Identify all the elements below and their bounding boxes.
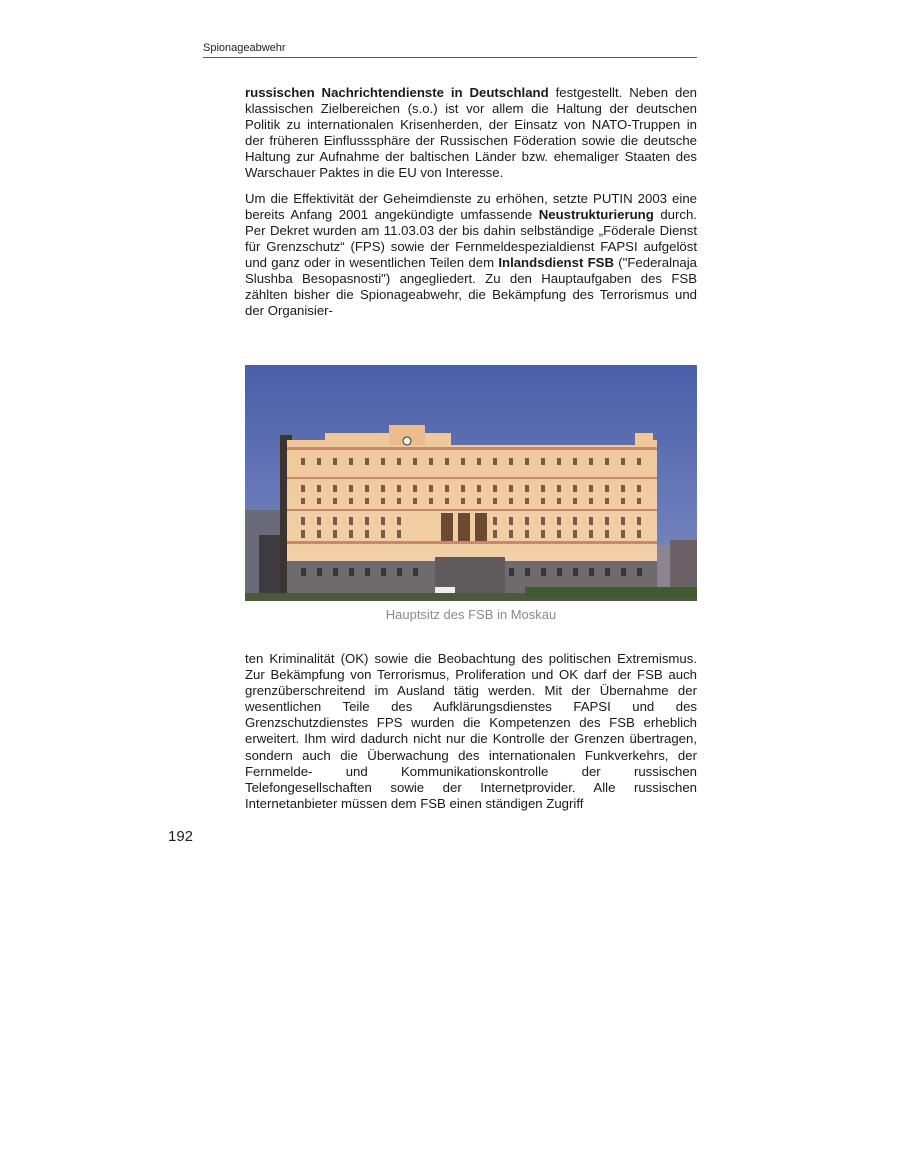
paragraph: ten Kriminalität (OK) sowie die Beobachtung des politischen Extremismus. Zur Bekämpfung von Terrorismus, Proliferation und OK darf der FSB auch grenzüberschreitend im Ausland tätig werden. Mit der Übernahme der wesentlichen Teile des Aufklärungsdienstes FAPSI und des Grenzschutzdienstes FPS wurden die Kompetenzen des FSB erheblich erweitert. Ihm wird dadurch nicht nur die Kontrolle der Grenzen übertragen, sondern auch die Überwachung des internationalen Funkverkehrs, der Fernmelde- und Kommunikationskontrolle der russischen Telefongesellschaften sowie der Internetprovider. Alle russischen Internetanbieter müssen dem FSB einen ständigen Zugriff	[245, 651, 697, 811]
text-block-bottom	[245, 651, 697, 812]
paragraph: russischen Nachrichtendienste in Deutschland festgestellt. Neben den klassischen Zielbereichen (s.o.) ist vor allem die Haltung der deutschen Politik zu internationalen Krisenherden, der Einsatz von NATO-Truppen in der früheren Einflusssphäre der Russischen Föderation sowie die deutsche Haltung zur Aufnahme der baltischen Länder bzw. ehemaliger Staaten des Warschauer Paktes in die EU von Interesse.	[245, 85, 697, 181]
running-head: Spionageabwehr	[203, 42, 286, 54]
bold-phrase: Neustrukturierung	[538, 206, 654, 222]
text-block-top	[245, 85, 697, 319]
fsb-headquarters-photo	[245, 365, 697, 601]
bold-phrase: russischen Nachrichtendienste in Deutschland	[245, 85, 549, 100]
figure-caption: Hauptsitz des FSB in Moskau	[385, 607, 557, 622]
page-number: 192	[168, 828, 194, 845]
header-rule	[203, 57, 697, 58]
paragraph: Um die Effektivität der Geheimdienste zu erhöhen, setzte PUTIN 2003 eine bereits Anfang 2001 angekündigte umfassende Neustrukturierung durch. Per Dekret wurden am 11.03.03 der bis dahin selbständige „Föderale Dienst für Grenzschutz“ (FPS) sowie der Fernmeldespezialdienst FAPSI aufgelöst und ganz oder in wesentlichen Teilen dem Inlandsdienst FSB ("Federalnaja Slushba Besopasnosti") angegliedert. Zu den Hauptaufgaben des FSB zählten bisher die Spionageabwehr, die Bekämpfung des Terrorismus und der Organisier-	[245, 190, 697, 319]
bold-phrase: Inlandsdienst FSB	[498, 254, 614, 270]
